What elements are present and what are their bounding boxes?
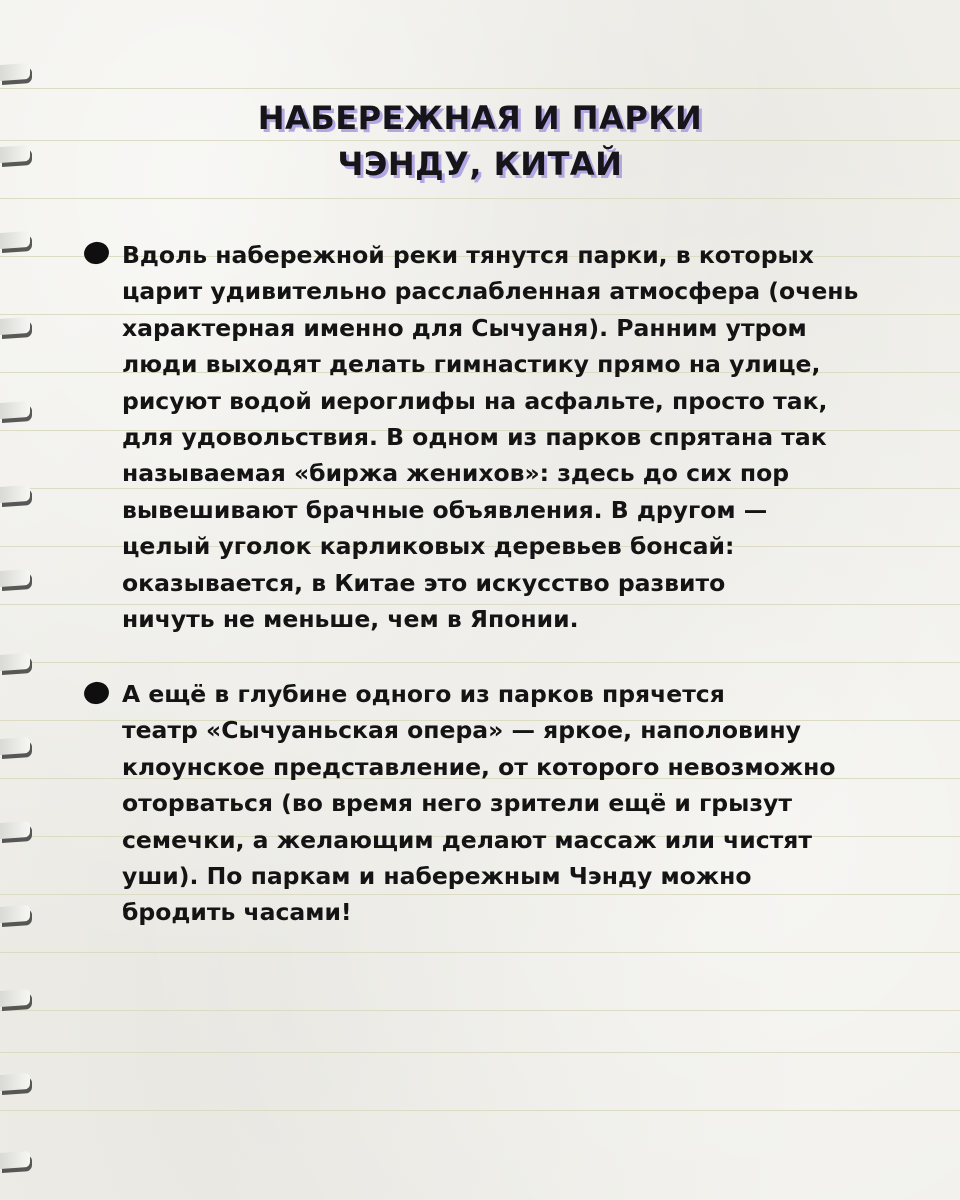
spiral-tab [0,820,36,842]
ruled-line [0,952,960,953]
spiral-tab [0,904,36,926]
page-title-line-1: НАБЕРЕЖНАЯ И ПАРКИ [257,99,703,137]
spiral-tab [0,316,36,338]
paragraph-parks: Вдоль набережной реки тянутся парки, в которых царит удивительно расслабленная атмосфера (очень характерная именно для Сычуаня). Ранним утром люди выходят делать гимнастику прямо на улице, рисуют водой иероглифы на асфальте, просто так, для удовольствия. В одном из парков спрятана так называемая «биржа женихов»: здесь до сих пор вывешивают брачные объявления. В другом — целый уголок карликовых деревьев бонсай: оказывается, в Китае это искусство развито ничуть не меньше, чем в Японии. [122,241,859,634]
paragraph-opera: А ещё в глубине одного из парков прячется театр «Сычуаньская опера» — яркое, наполовину клоунское представление, от которого невозможно оторваться (во время него зрители ещё и грызут семечки, а желающим делают массаж или чистят уши). По паркам и набережным Чэнду можно бродить часами! [122,680,836,927]
spiral-tab [0,652,36,674]
spiral-tab [0,1072,36,1094]
ruled-line [0,1052,960,1053]
spiral-tab [0,988,36,1010]
spiral-tab [0,230,36,252]
spiral-tab [0,1150,36,1172]
spiral-tab [0,736,36,758]
ruled-line [0,1110,960,1111]
ruled-line [0,1010,960,1011]
spiral-tab [0,484,36,506]
ruled-line [0,88,960,89]
page-title-line-2: ЧЭНДУ, КИТАЙ [337,145,623,183]
spiral-tab [0,400,36,422]
spiral-tab [0,568,36,590]
page-title [0,95,960,187]
spiral-tab [0,62,36,84]
ruled-line [0,662,960,663]
ruled-line [0,198,960,199]
